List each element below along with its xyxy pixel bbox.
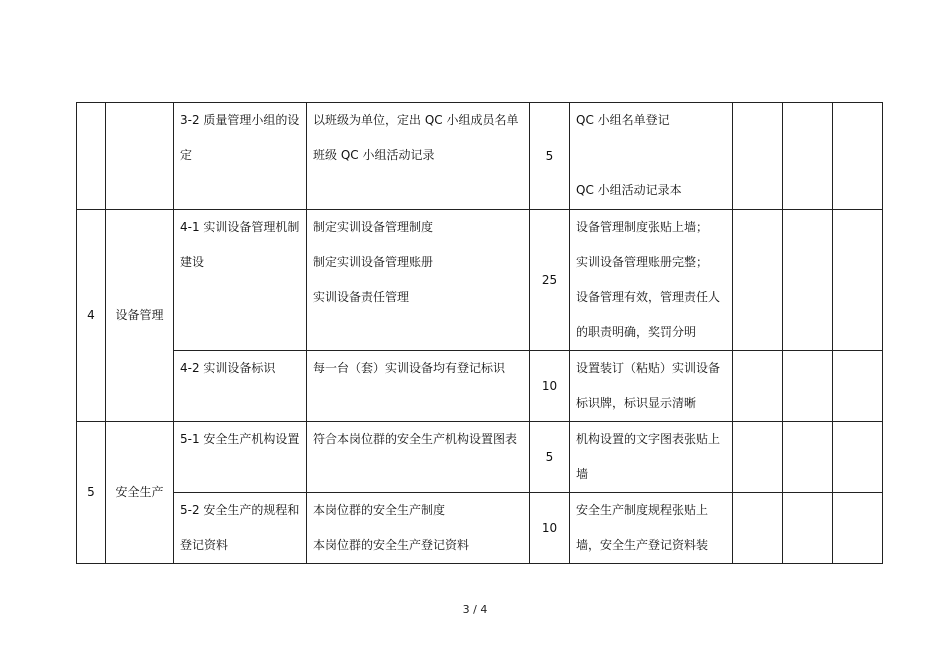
content-cell: 每一台（套）实训设备均有登记标识 <box>307 351 530 422</box>
content-cell: 制定实训设备管理制度 制定实训设备管理账册 实训设备责任管理 <box>307 210 530 351</box>
blank-cell <box>833 210 883 351</box>
blank-cell <box>833 493 883 564</box>
criteria-cell: 机构设置的文字图表张贴上墙 <box>570 422 733 493</box>
blank-cell <box>733 493 783 564</box>
no-cell <box>77 103 106 210</box>
blank-cell <box>733 103 783 210</box>
score-cell: 5 <box>530 103 570 210</box>
score-cell: 10 <box>530 351 570 422</box>
item-cell: 5-2 安全生产的规程和登记资料 <box>174 493 307 564</box>
table-row <box>77 493 883 564</box>
item-cell: 4-2 实训设备标识 <box>174 351 307 422</box>
criteria-cell: 安全生产制度规程张贴上墙，安全生产登记资料装 <box>570 493 733 564</box>
score-cell: 25 <box>530 210 570 351</box>
blank-cell <box>733 422 783 493</box>
score-cell: 5 <box>530 422 570 493</box>
item-cell: 3-2 质量管理小组的设定 <box>174 103 307 210</box>
blank-cell <box>733 351 783 422</box>
table-row <box>77 103 883 210</box>
category-cell: 设备管理 <box>106 210 174 422</box>
blank-cell <box>833 351 883 422</box>
content-cell: 符合本岗位群的安全生产机构设置图表 <box>307 422 530 493</box>
page-number: 3 / 4 <box>462 603 488 616</box>
no-cell: 5 <box>77 422 106 564</box>
blank-cell <box>783 493 833 564</box>
category-cell: 安全生产 <box>106 422 174 564</box>
blank-cell <box>733 210 783 351</box>
blank-cell <box>783 422 833 493</box>
blank-cell <box>783 351 833 422</box>
item-cell: 4-1 实训设备管理机制建设 <box>174 210 307 351</box>
table-row <box>77 210 883 351</box>
score-cell: 10 <box>530 493 570 564</box>
blank-cell <box>783 210 833 351</box>
assessment-table <box>76 102 883 564</box>
item-cell: 5-1 安全生产机构设置 <box>174 422 307 493</box>
category-cell <box>106 103 174 210</box>
criteria-cell: 设备管理制度张贴上墙； 实训设备管理账册完整； 设备管理有效，管理责任人的职责明确，奖罚分明 <box>570 210 733 351</box>
criteria-cell: QC 小组名单登记 QC 小组活动记录本 <box>570 103 733 210</box>
blank-cell <box>833 103 883 210</box>
table-row <box>77 351 883 422</box>
blank-cell <box>783 103 833 210</box>
blank-cell <box>833 422 883 493</box>
content-cell: 以班级为单位，定出 QC 小组成员名单 班级 QC 小组活动记录 <box>307 103 530 210</box>
criteria-cell: 设置装订（粘贴）实训设备标识牌，标识显示清晰 <box>570 351 733 422</box>
no-cell: 4 <box>77 210 106 422</box>
content-cell: 本岗位群的安全生产制度 本岗位群的安全生产登记资料 <box>307 493 530 564</box>
table-row <box>77 422 883 493</box>
